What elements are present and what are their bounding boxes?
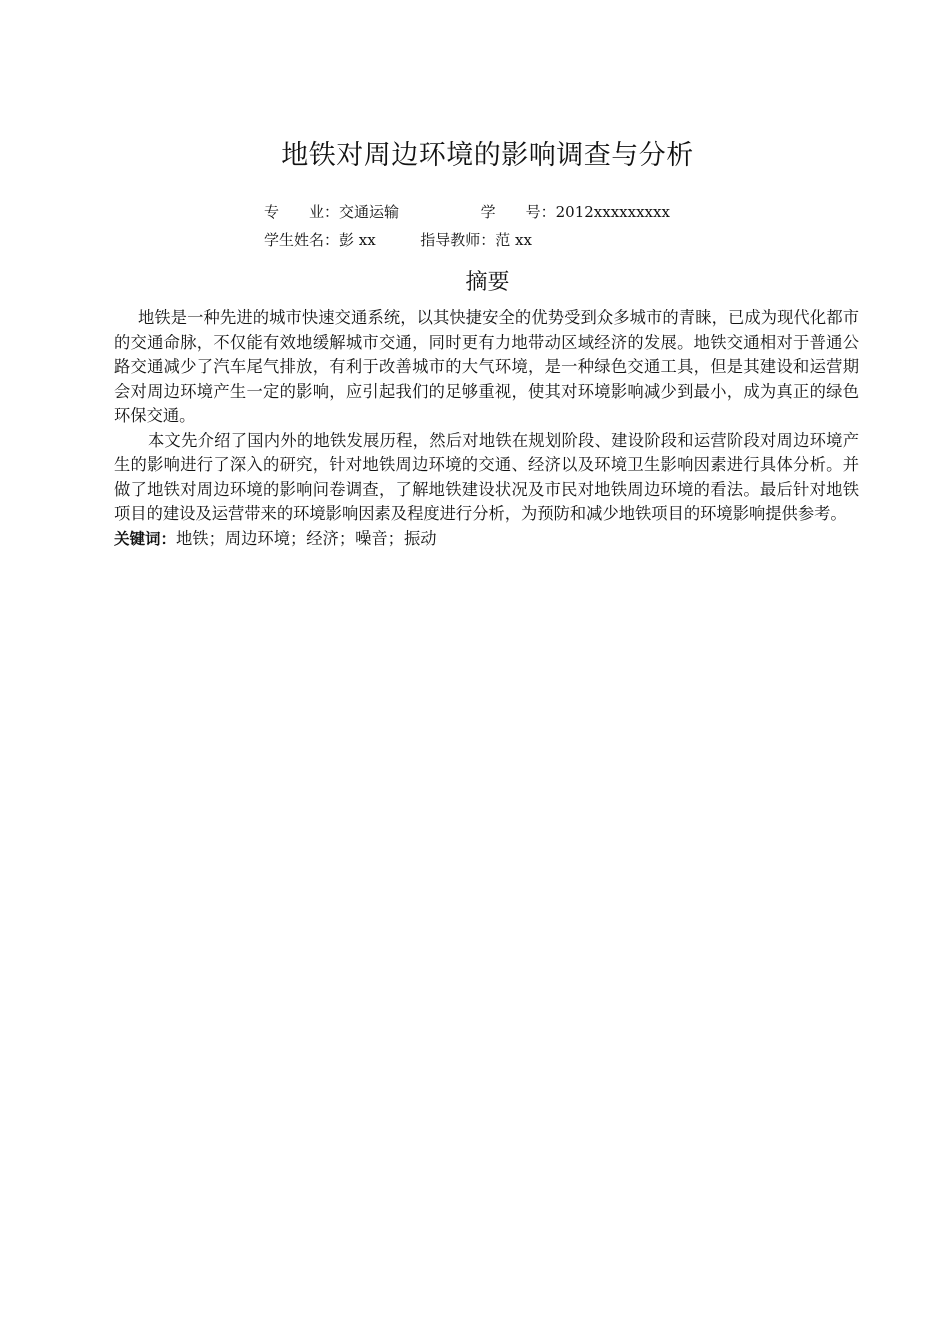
major-value: 交通运输: [339, 203, 400, 221]
student-name-label: 学生姓名：: [264, 231, 340, 249]
abstract-heading: 摘要: [465, 270, 510, 295]
abstract-paragraph: 本文先介绍了国内外的地铁发展历程，然后对地铁在规划阶段、建设阶段和运营阶段对周边环境产生的影响进行了深入的研究，针对地铁周边环境的交通、经济以及环境卫生影响因素进行具体分析。并做了地铁对周边环境的影响问卷调查，了解地铁建设状况及市民对地铁周边环境的看法。最后针对地铁项目的建设及运营带来的环境影响因素及程度进行分析，为预防和减少地铁项目的环境影响提供参考。: [114, 430, 859, 523]
keywords-label: 关键词：: [114, 529, 177, 548]
abstract-paragraph: 地铁是一种先进的城市快速交通系统，以其快捷安全的优势受到众多城市的青睐，已成为现代化都市的交通命脉，不仅能有效地缓解城市交通，同时更有力地带动区域经济的发展。地铁交通相对于普通公路交通减少了汽车尾气排放，有利于改善城市的大气环境，是一种绿色交通工具，但是其建设和运营期会对周边环境产生一定的影响，应引起我们的足够重视，使其对环境影响减少到最小，成为真正的绿色环保交通。: [114, 308, 859, 425]
keywords-line: [114, 527, 859, 552]
info-row-name-advisor: [264, 229, 532, 250]
major-label: 专 业：: [264, 203, 340, 221]
info-row-major-id: [264, 201, 670, 222]
advisor-label: 指导教师：: [420, 231, 496, 249]
student-name-value: 彭 xx: [339, 231, 376, 249]
student-id-value: 2012xxxxxxxxx: [555, 203, 670, 221]
keywords-value: 地铁；周边环境；经济；噪音；振动: [176, 528, 437, 548]
paper-title: 地铁对周边环境的影响调查与分析: [281, 140, 694, 171]
abstract-body: [114, 306, 859, 551]
advisor-value: 范 xx: [495, 231, 532, 249]
student-id-label: 学 号：: [480, 203, 556, 221]
